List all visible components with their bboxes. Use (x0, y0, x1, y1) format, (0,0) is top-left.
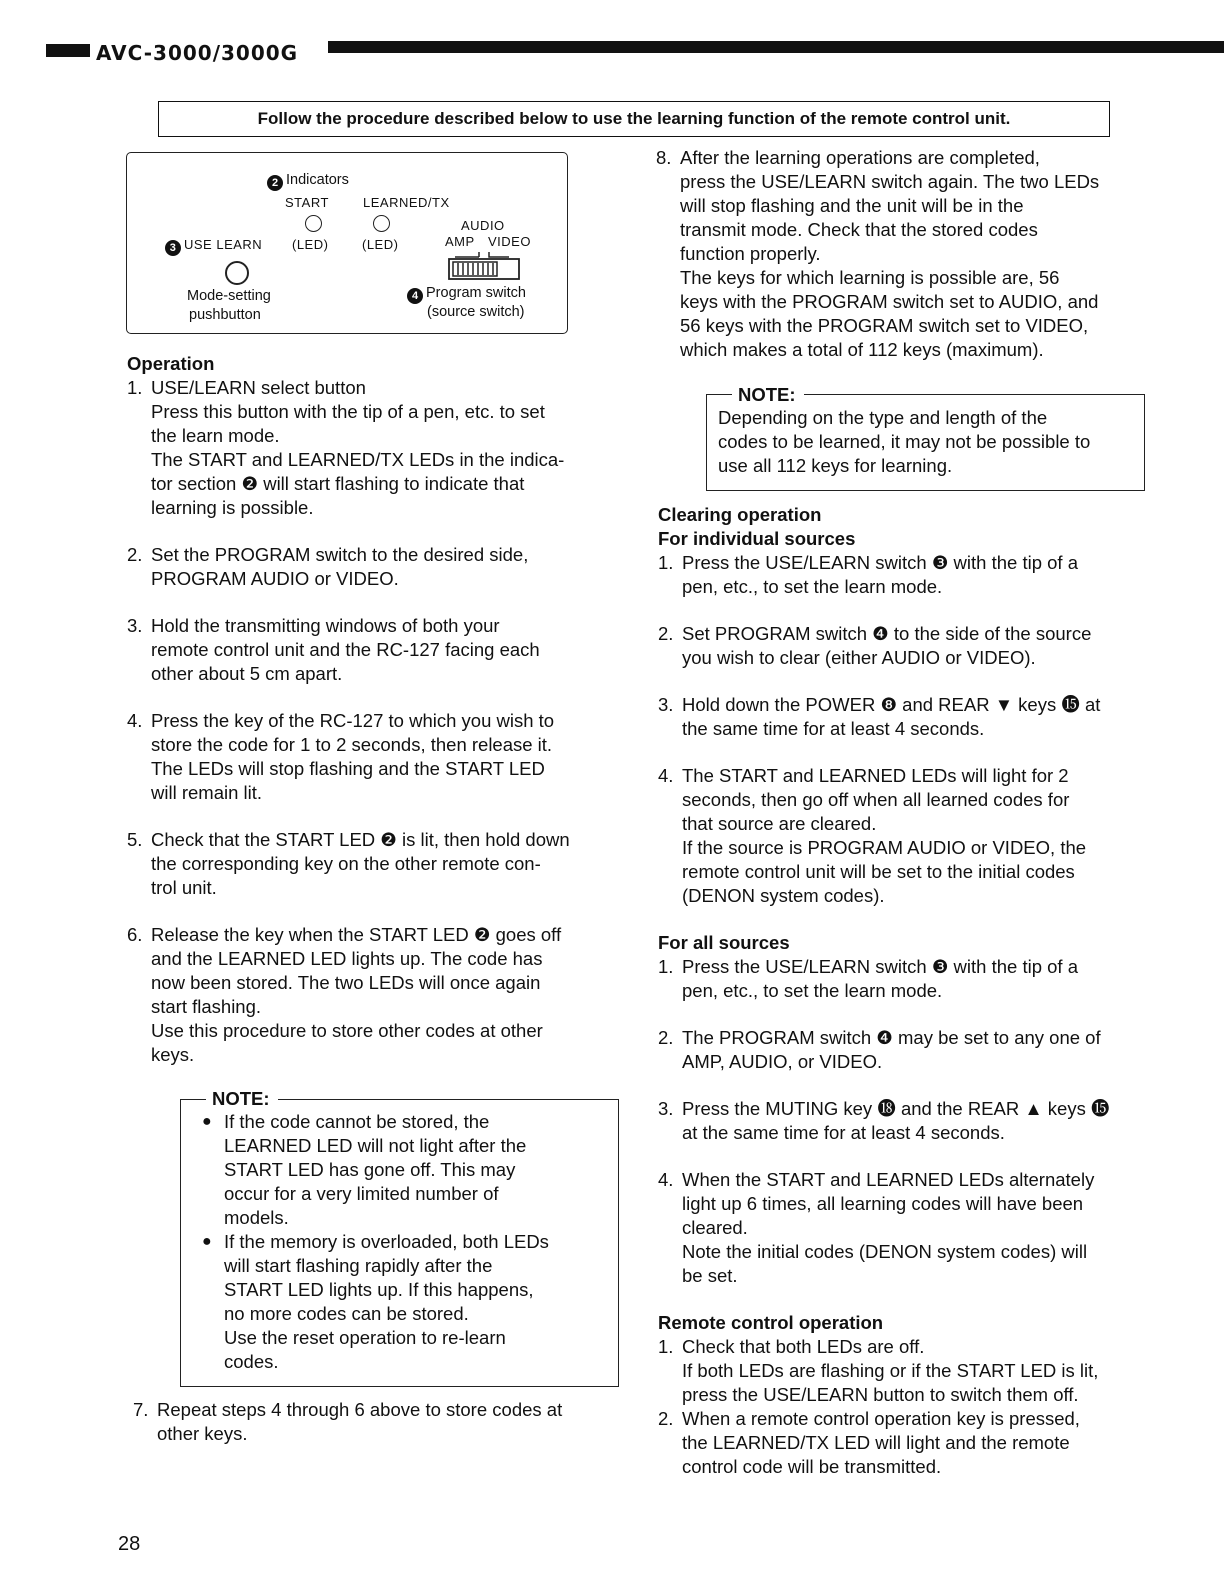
all-step-2: 2. The PROGRAM switch ❹ may be set to any one of AMP, AUDIO, or VIDEO. (658, 1027, 1101, 1072)
program-switch-label: 4 Program switch (407, 285, 526, 304)
step-4: 4. Press the key of the RC-127 to which you wish to store the code for 1 to 2 seconds, then release it. The LEDs will stop flashing and the START LED will remain lit. (127, 710, 555, 803)
note-title-right: NOTE: (732, 384, 804, 406)
operation-heading: Operation (127, 353, 215, 374)
left-column (127, 352, 619, 1067)
individual-step-4: 4. The START and LEARNED LEDs will light for 2 seconds, then go off when all learned codes for that source are cleared. If the source is PROGRAM AUDIO or VIDEO, the remote control unit will be set to the initial codes (DENON system codes). (658, 765, 1087, 906)
indicators-label: 2 Indicators (267, 172, 349, 191)
mode-pushbutton-icon (225, 261, 249, 285)
model-title: AVC-3000/3000G (96, 41, 299, 65)
step-5: 5. Check that the START LED ❷ is lit, then hold down the corresponding key on the other remote con- trol unit. (127, 829, 570, 898)
individual-step-3: 3. Hold down the POWER ❽ and REAR ▼ keys ⓯ at the same time for at least 4 seconds. (658, 694, 1101, 739)
start-led-label: (LED) (292, 237, 329, 252)
start-led-icon (305, 215, 322, 232)
num-4-icon: 4 (407, 288, 423, 304)
remote-operation-heading: Remote control operation (658, 1312, 884, 1333)
remote-diagram (126, 152, 568, 334)
all-sources-heading: For all sources (658, 932, 790, 953)
all-step-1: 1. Press the USE/LEARN switch ❸ with the tip of a pen, etc., to set the learn mode. (658, 956, 1078, 1001)
step-7: 7. Repeat steps 4 through 6 above to store codes at other keys. (133, 1399, 563, 1444)
header-bar-left (46, 44, 90, 57)
clearing-heading: Clearing operation (658, 504, 822, 525)
num-3-icon: 3 (165, 240, 181, 256)
note-content-left (202, 1110, 600, 1374)
bullet-icon: ● (202, 1233, 212, 1250)
num-2-icon: 2 (267, 175, 283, 191)
amp-label: AMP (445, 234, 475, 249)
header-bar-right (328, 41, 1224, 53)
step-3: 3. Hold the transmitting windows of both your remote control unit and the RC-127 facing each other about 5 cm apart. (127, 615, 540, 684)
step-1: 1. USE/LEARN select button Press this button with the tip of a pen, etc. to set the learn mode. The START and LEARNED/TX LEDs in the indica- tor section ❷ will start flashing to indicate that learning is possible. (127, 377, 565, 518)
individual-step-2: 2. Set PROGRAM switch ❹ to the side of the source you wish to clear (either AUDIO or VIDEO). (658, 623, 1092, 668)
note-content-right: Depending on the type and length of the codes to be learned, it may not be possible to use all 112 keys for learning. (718, 407, 1091, 476)
learned-led-label: (LED) (362, 237, 399, 252)
individual-heading: For individual sources (658, 528, 856, 549)
learned-tx-led-icon (373, 215, 390, 232)
step-6: 6. Release the key when the START LED ❷ goes off and the LEARNED LED lights up. The code has now been stored. The two LEDs will once again start flashing. Use this procedure to store other codes at other keys. (127, 924, 562, 1065)
start-label: START (285, 195, 329, 210)
mode-setting-label: Mode-setting (187, 288, 271, 304)
all-step-4: 4. When the START and LEARNED LEDs alternately light up 6 times, all learning codes will have been cleared. Note the initial codes (DENON system codes) will be set. (658, 1169, 1095, 1286)
intro-text: Follow the procedure described below to use the learning function of the remote control unit. (257, 109, 1011, 128)
note-title-left: NOTE: (206, 1088, 278, 1110)
page-number: 28 (118, 1533, 141, 1555)
remote-step-1: 1. Check that both LEDs are off. If both LEDs are flashing or if the START LED is lit, press the USE/LEARN button to switch them off. (658, 1336, 1099, 1405)
video-label: VIDEO (488, 234, 531, 249)
step-2: 2. Set the PROGRAM switch to the desired side, PROGRAM AUDIO or VIDEO. (127, 544, 529, 589)
individual-step-1: 1. Press the USE/LEARN switch ❸ with the tip of a pen, etc., to set the learn mode. (658, 552, 1078, 597)
bullet-icon: ● (202, 1113, 212, 1130)
all-step-3: 3. Press the MUTING key ⓲ and the REAR ▲ keys ⓯ at the same time for at least 4 seconds. (658, 1098, 1110, 1143)
use-learn-label: 3 USE LEARN (165, 237, 262, 256)
source-switch-label: (source switch) (427, 304, 525, 320)
learned-tx-label: LEARNED/TX (363, 195, 450, 210)
intro-box (158, 101, 1110, 137)
note-bullet-2: ● If the memory is overloaded, both LEDs will start flashing rapidly after the START LED lights up. If this happens, no more codes can be stored. Use the reset operation to re-learn codes. (202, 1231, 549, 1372)
audio-label: AUDIO (461, 218, 505, 233)
clearing-section (658, 503, 1150, 1479)
program-switch-icon (445, 249, 525, 283)
remote-step-2: 2. When a remote control operation key is pressed, the LEARNED/TX LED will light and the remote control code will be transmitted. (658, 1408, 1080, 1477)
note-bullet-1: ● If the code cannot be stored, the LEARNED LED will not light after the START LED has gone off. This may occur for a very limited number of models. (202, 1111, 527, 1228)
pushbutton-label: pushbutton (189, 307, 261, 323)
step-8: 8. After the learning operations are completed, press the USE/LEARN switch again. The two LEDs will stop flashing and the unit will be in the transmit mode. Check that the stored codes function properly. The keys for which learning is possible are, 56 keys with the PROGRAM switch set to AUDIO, and 56 keys with the PROGRAM switch set to VIDEO, which makes a total of 112 keys (maximum). (656, 147, 1100, 360)
